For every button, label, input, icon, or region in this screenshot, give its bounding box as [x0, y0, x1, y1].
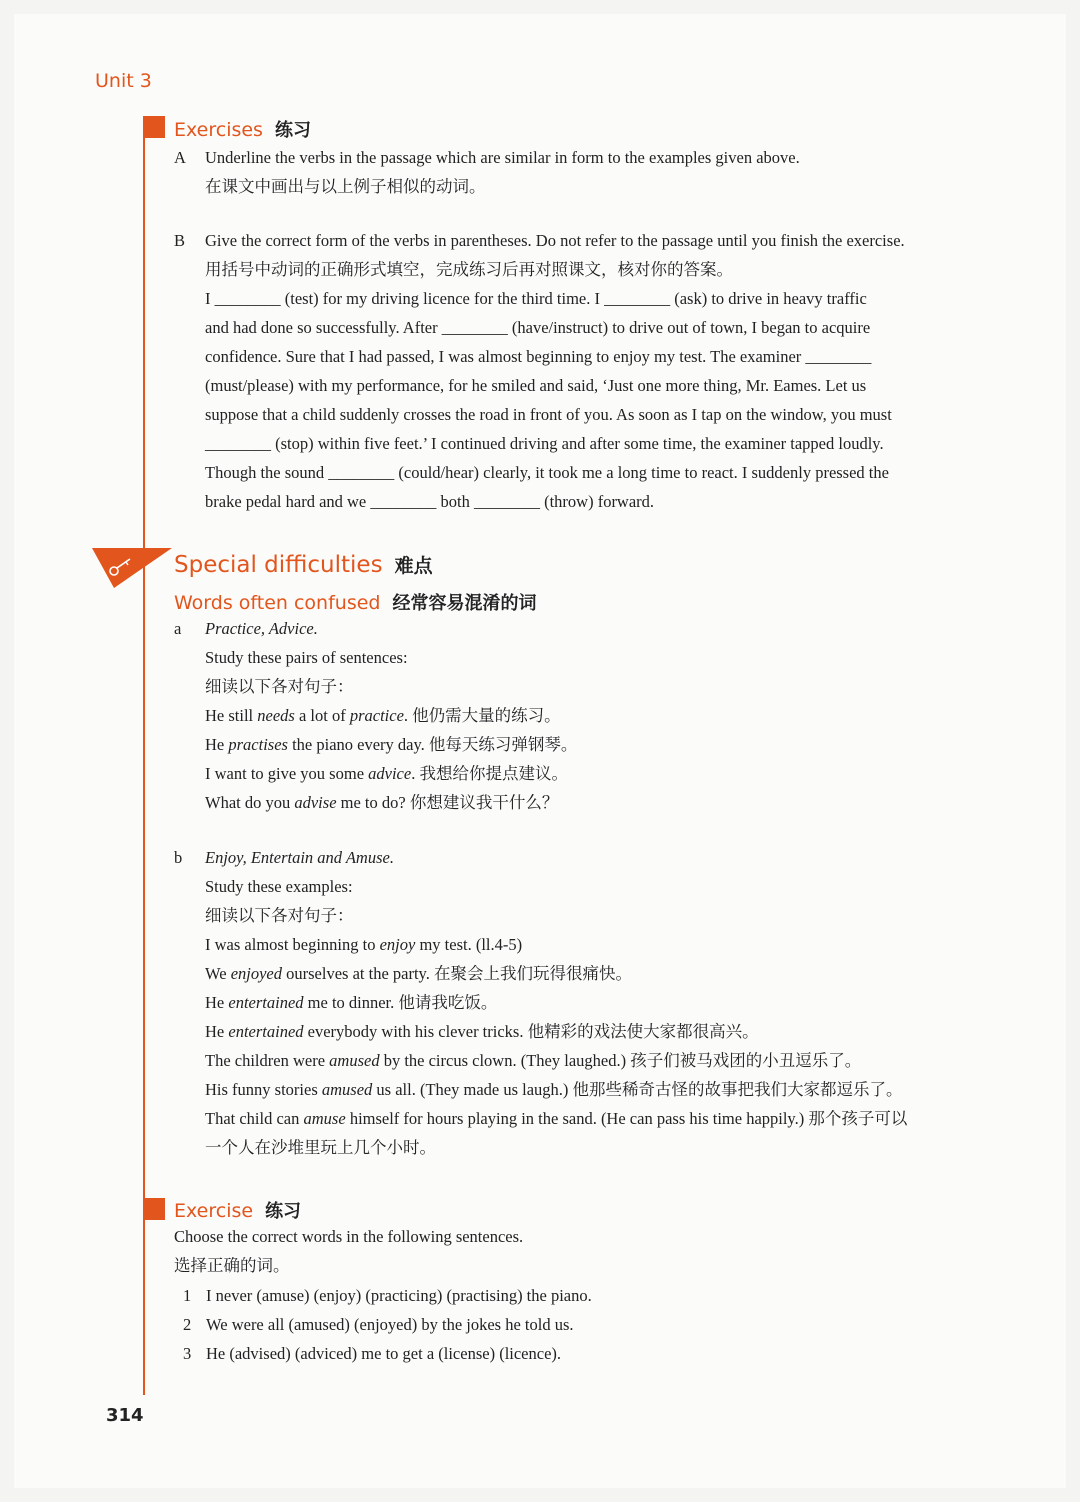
passage-line: brake pedal hard and we ________ both ________ (throw) forward.	[205, 492, 655, 511]
special-title-cn: 难点	[394, 555, 433, 577]
section-b-letter: b	[174, 848, 183, 867]
example-sentence: We enjoyed ourselves at the party. 在聚会上我们玩得很痛快。	[205, 964, 632, 983]
exercise-a-instruction: Underline the verbs in the passage which are similar in form to the examples given above.	[205, 148, 800, 167]
page-number: 314	[106, 1405, 144, 1426]
exercises-title: Exercises	[174, 119, 263, 141]
exercise-b-instruction: Give the correct form of the verbs in parentheses. Do not refer to the passage until you finish the exercise.	[205, 231, 905, 250]
example-sentence-continued: 一个人在沙堆里玩上几个小时。	[205, 1138, 436, 1157]
subtitle: Words often confused	[174, 592, 381, 614]
example-sentence: His funny stories amused us all. (They made us laugh.) 他那些稀奇古怪的故事把我们大家都逗乐了。	[205, 1080, 903, 1099]
item-number: 3	[183, 1344, 192, 1363]
exercise-b-letter: B	[174, 231, 186, 250]
exercises-heading	[174, 116, 311, 142]
example-sentence: He entertained everybody with his clever tricks. 他精彩的戏法使大家都很高兴。	[205, 1022, 759, 1041]
section-marker	[143, 1198, 165, 1220]
passage-line: confidence. Sure that I had passed, I was almost beginning to enjoy my test. The examiner ________	[205, 347, 872, 366]
exercise-b-instruction-cn: 用括号中动词的正确形式填空，完成练习后再对照课文，核对你的答案。	[205, 260, 733, 279]
exercise-item: I never (amuse) (enjoy) (practicing) (practising) the piano.	[206, 1286, 592, 1305]
passage-line: and had done so successfully. After ________ (have/instruct) to drive out of town, I began to acquire	[205, 318, 871, 337]
section-b-heading: Enjoy, Entertain and Amuse.	[205, 848, 394, 867]
example-sentence: What do you advise me to do? 你想建议我干什么？	[205, 793, 559, 812]
example-sentence: That child can amuse himself for hours playing in the sand. (He can pass his time happily.) 那个孩子可以	[205, 1109, 908, 1128]
section-a-intro: Study these pairs of sentences:	[205, 648, 408, 667]
exercises-title-cn: 练习	[274, 120, 311, 141]
example-sentence: He entertained me to dinner. 他请我吃饭。	[205, 993, 498, 1012]
section-a-letter: a	[174, 619, 182, 638]
example-sentence: The children were amused by the circus clown. (They laughed.) 孩子们被马戏团的小丑逗乐了。	[205, 1051, 862, 1070]
passage-line: ________ (stop) within five feet.’ I continued driving and after some time, the examiner tapped loudly.	[205, 434, 884, 453]
key-icon	[92, 548, 172, 590]
exercise-title-cn: 练习	[265, 1201, 302, 1222]
passage-line: I ________ (test) for my driving licence for the third time. I ________ (ask) to drive in heavy traffic	[205, 289, 867, 308]
subtitle-cn: 经常容易混淆的词	[392, 593, 537, 614]
words-confused-heading	[174, 589, 536, 615]
section-b-intro: Study these examples:	[205, 877, 353, 896]
passage-line: (must/please) with my performance, for he smiled and said, ‘Just one more thing, Mr. Eames. Let us	[205, 376, 867, 395]
passage-line: Though the sound ________ (could/hear) clearly, it took me a long time to react. I suddenly pressed the	[205, 463, 889, 482]
passage-line: suppose that a child suddenly crosses the road in front of you. As soon as I tap on the window, you must	[205, 405, 892, 424]
example-sentence: He practises the piano every day. 他每天练习弹钢琴。	[205, 735, 578, 754]
section-marker	[143, 116, 165, 138]
section-b-intro-cn: 细读以下各对句子：	[205, 906, 354, 925]
exercise-instruction: Choose the correct words in the following sentences.	[174, 1227, 524, 1246]
section-a-heading: Practice, Advice.	[205, 619, 318, 638]
exercise-item: We were all (amused) (enjoyed) by the jokes he told us.	[206, 1315, 574, 1334]
unit-label: Unit 3	[95, 70, 152, 92]
exercise-title: Exercise	[174, 1200, 254, 1222]
exercise-heading	[174, 1197, 301, 1223]
example-sentence: I was almost beginning to enjoy my test. (ll.4-5)	[205, 935, 523, 954]
exercise-a-letter: A	[174, 148, 186, 167]
exercise-item: He (advised) (adviced) me to get a (license) (licence).	[206, 1344, 562, 1363]
example-sentence: I want to give you some advice. 我想给你提点建议。	[205, 764, 568, 783]
item-number: 2	[183, 1315, 192, 1334]
item-number: 1	[183, 1286, 192, 1305]
example-sentence: He still needs a lot of practice. 他仍需大量的练习。	[205, 706, 561, 725]
exercise-a-instruction-cn: 在课文中画出与以上例子相似的动词。	[205, 177, 486, 196]
special-title: Special difficulties	[174, 552, 383, 578]
section-a-intro-cn: 细读以下各对句子：	[205, 677, 354, 696]
exercise-instruction-cn: 选择正确的词。	[174, 1256, 290, 1275]
special-difficulties-heading	[174, 551, 433, 578]
